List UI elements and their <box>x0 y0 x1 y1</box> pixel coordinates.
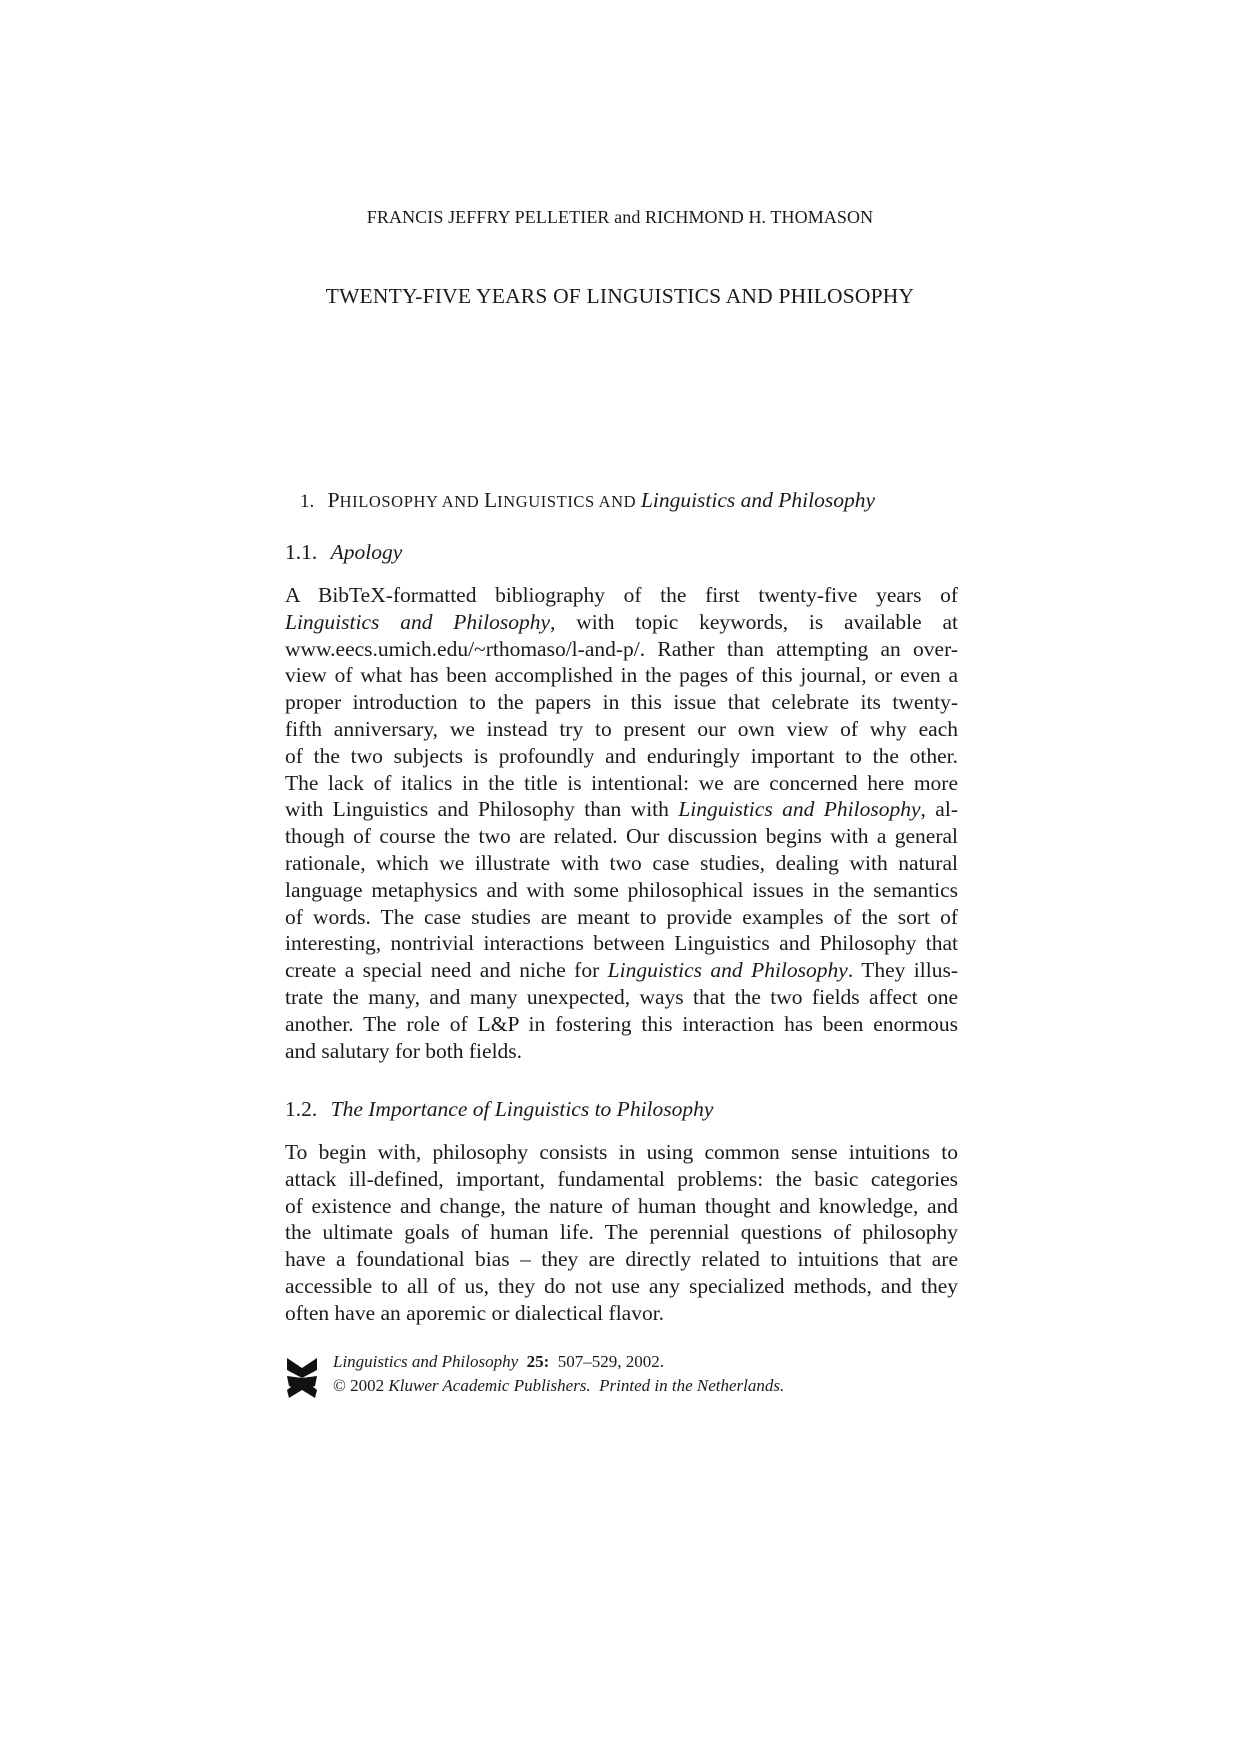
footer-printed: Printed in the Netherlands. <box>599 1376 785 1395</box>
subsection-1-1-label: Apology <box>330 540 403 564</box>
paragraph-line: with Linguistics and Philosophy than with Linguistics and Philosophy, al- <box>285 797 958 822</box>
author-2: RICHMOND H. THOMASON <box>645 207 874 227</box>
footer-copyright: © 2002 <box>333 1376 385 1395</box>
importance-paragraph <box>285 1139 958 1327</box>
footer-publisher: Kluwer Academic Publishers. <box>388 1376 591 1395</box>
section-1-heading <box>300 488 960 513</box>
paragraph-line: though of course the two are related. Our discussion begins with a general <box>285 824 958 849</box>
section-1-number: 1. <box>300 491 315 512</box>
paragraph-line: another. The role of L&P in fostering this interaction has been enormous <box>285 1011 958 1036</box>
author-line <box>0 207 1240 228</box>
paragraph-line: and salutary for both fields. <box>285 1038 523 1063</box>
paragraph-line: create a special need and niche for Linguistics and Philosophy. They illus- <box>285 958 958 983</box>
paragraph-line: To begin with, philosophy consists in using common sense intuitions to <box>285 1140 958 1164</box>
subsection-1-2-label: The Importance of Linguistics to Philosophy <box>330 1097 714 1121</box>
paragraph-line: interesting, nontrivial interactions between Linguistics and Philosophy that <box>285 931 958 956</box>
footer-journal: Linguistics and Philosophy <box>333 1352 519 1371</box>
apology-paragraph <box>285 582 958 1064</box>
paragraph-line: have a foundational bias – they are directly related to intuitions that are <box>285 1247 958 1272</box>
author-conjunction: and <box>614 207 641 227</box>
paragraph-line: the ultimate goals of human life. The perennial questions of philosophy <box>285 1220 958 1245</box>
paragraph-line: Linguistics and Philosophy, with topic keywords, is available at <box>285 609 958 634</box>
paragraph-line: view of what has been accomplished in the pages of this journal, or even a <box>285 663 958 688</box>
paragraph-line: of existence and change, the nature of human thought and knowledge, and <box>285 1193 958 1218</box>
paragraph-line: accessible to all of us, they do not use any specialized methods, and they <box>285 1273 958 1298</box>
paragraph-line: The lack of italics in the title is intentional: we are concerned here more <box>285 770 958 795</box>
journal-footer <box>285 1350 985 1410</box>
footer-copyright-line <box>333 1374 784 1398</box>
paragraph-line: attack ill-defined, important, fundamental problems: the basic categories <box>285 1166 958 1191</box>
footer-pages-year: 507–529, 2002. <box>557 1352 665 1371</box>
footer-volume: 25: <box>526 1352 550 1371</box>
footer-text <box>333 1350 784 1398</box>
paragraph-line: often have an aporemic or dialectical flavor. <box>285 1300 665 1325</box>
paragraph-line: language metaphysics and with some philosophical issues in the semantics <box>285 877 958 902</box>
heading-journal-italic: Linguistics and Philosophy <box>640 488 876 512</box>
paper-title: TWENTY-FIVE YEARS OF LINGUISTICS AND PHILOSOPHY <box>325 284 915 308</box>
paragraph-line: of the two subjects is profoundly and enduringly important to the other. <box>285 743 958 768</box>
author-1: FRANCIS JEFFRY PELLETIER <box>366 207 610 227</box>
paragraph-line: www.eecs.umich.edu/~rthomaso/l-and-p/. Rather than attempting an over- <box>285 636 958 661</box>
subsection-1-2-number: 1.2. <box>285 1097 318 1121</box>
paragraph-line: of words. The case studies are meant to provide examples of the sort of <box>285 904 958 929</box>
heading-smallcaps-2: INGUISTICS AND <box>497 492 641 511</box>
heading-smallcaps-1: HILOSOPHY AND <box>339 492 484 511</box>
paragraph-line: trate the many, and many unexpected, ways that the two fields affect one <box>285 984 958 1009</box>
footer-citation <box>333 1350 784 1374</box>
paragraph-line: rationale, which we illustrate with two case studies, dealing with natural <box>285 850 958 875</box>
subsection-1-2-heading <box>285 1097 713 1122</box>
kluwer-logo-icon <box>285 1356 319 1400</box>
heading-initial-p: P <box>327 488 340 512</box>
subsection-1-1-heading <box>285 540 402 565</box>
paragraph-line: A BibTeX-formatted bibliography of the first twenty-five years of <box>285 583 958 607</box>
paragraph-line: proper introduction to the papers in this issue that celebrate its twenty- <box>285 690 958 715</box>
paragraph-line: fifth anniversary, we instead try to present our own view of why each <box>285 716 958 741</box>
subsection-1-1-number: 1.1. <box>285 540 318 564</box>
heading-initial-l: L <box>483 488 498 512</box>
